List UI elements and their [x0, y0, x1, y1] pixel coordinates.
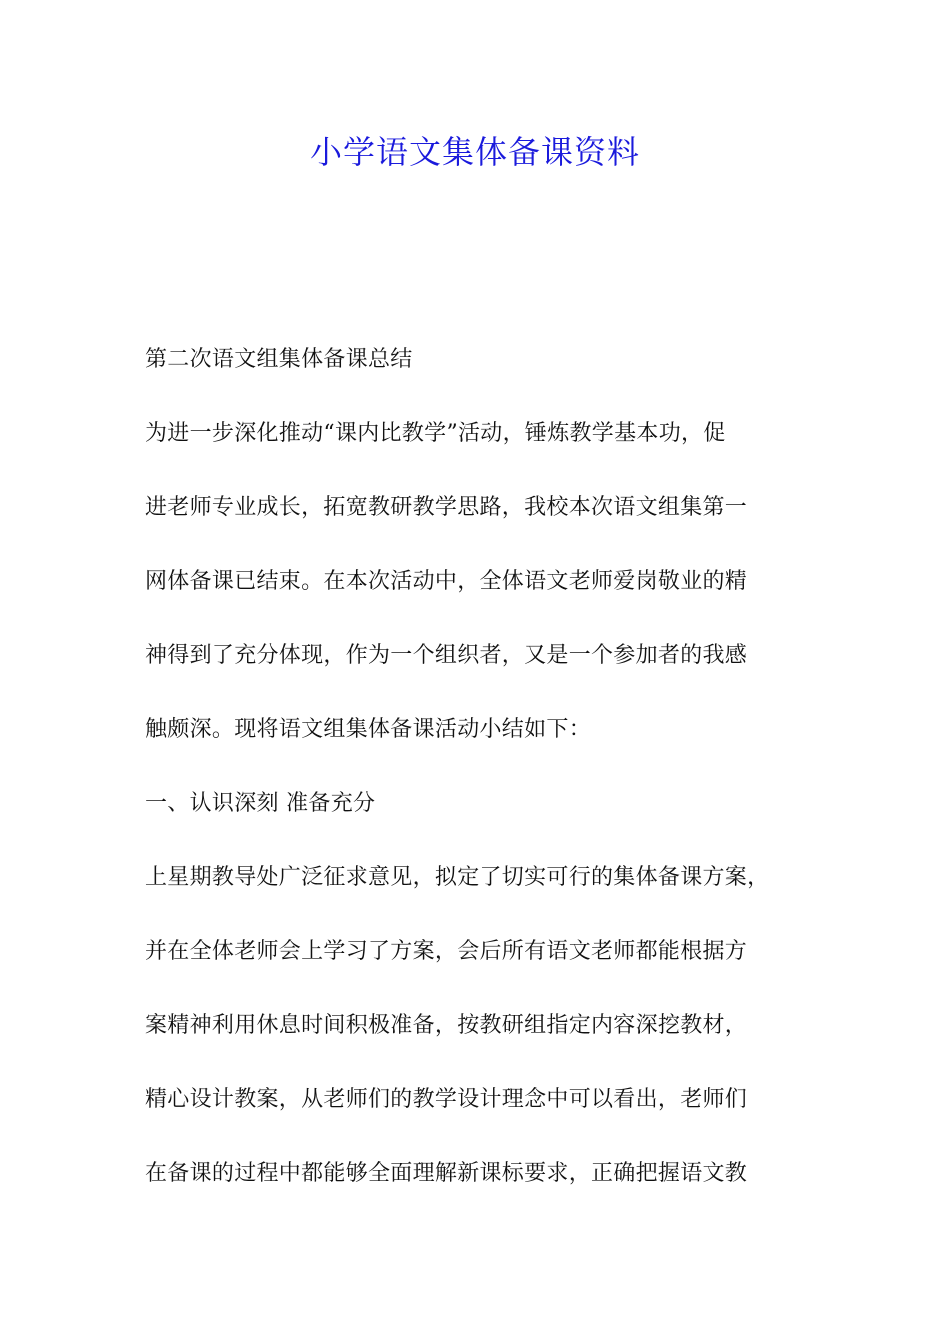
body-line: 网体备课已结束。在本次活动中，全体语文老师爱岗敬业的精 [145, 569, 748, 594]
document-title: 小学语文集体备课资料 [309, 133, 640, 171]
body-line: 神得到了充分体现，作为一个组织者，又是一个参加者的我感 [145, 643, 748, 668]
body-line: 并在全体老师会上学习了方案，会后所有语文老师都能根据方 [145, 939, 748, 964]
body-line: 精心设计教案，从老师们的教学设计理念中可以看出，老师们 [145, 1087, 748, 1112]
section-heading: 一、认识深刻 准备充分 [145, 791, 376, 816]
body-line: 为进一步深化推动“课内比教学”活动，锤炼教学基本功，促 [145, 421, 726, 446]
body-line: 上星期教导处广泛征求意见，拟定了切实可行的集体备课方案， [145, 865, 770, 890]
body-line: 在备课的过程中都能够全面理解新课标要求，正确把握语文教 [145, 1161, 748, 1186]
document-body [145, 338, 845, 1226]
body-line-subtitle: 第二次语文组集体备课总结 [145, 347, 413, 372]
body-line: 触颇深。现将语文组集体备课活动小结如下： [145, 717, 592, 742]
body-line: 进老师专业成长，拓宽教研教学思路，我校本次语文组集第一 [145, 495, 748, 520]
body-line: 案精神利用休息时间积极准备，按教研组指定内容深挖教材， [145, 1013, 748, 1038]
